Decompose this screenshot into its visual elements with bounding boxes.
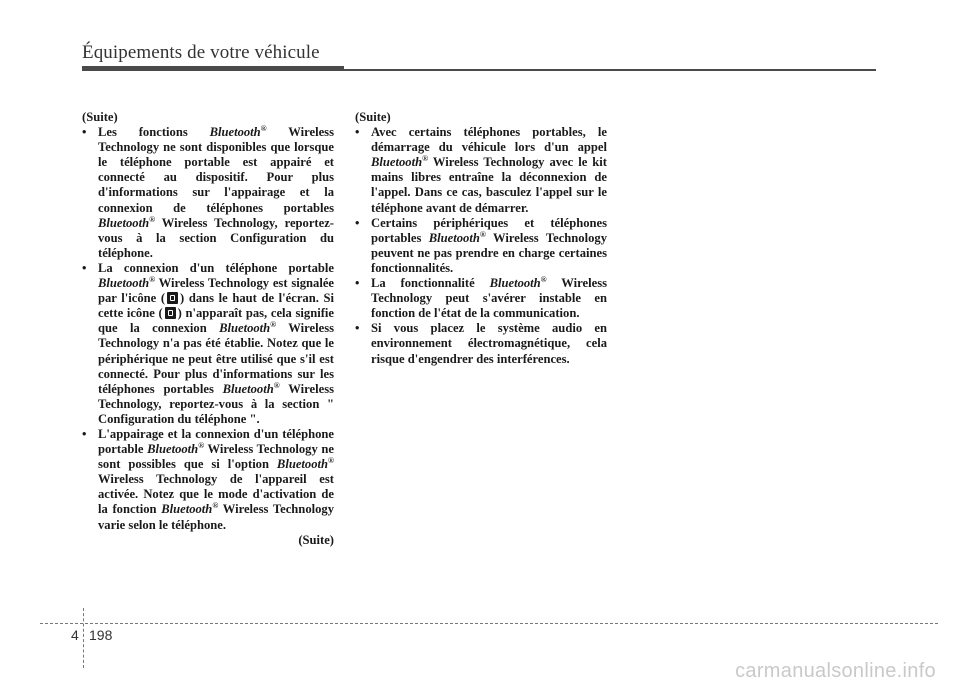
bluetooth-term: Bluetooth [489, 276, 541, 291]
bluetooth-term: Bluetooth [428, 230, 480, 245]
registered-mark: ® [540, 274, 547, 284]
registered-mark: ® [149, 214, 156, 224]
bluetooth-phone-icon [165, 307, 176, 319]
page-header-title: Équipements de votre véhicule [82, 42, 320, 63]
continued-label: (Suite) [355, 110, 391, 124]
footer-dashed-divider [83, 608, 84, 668]
registered-mark: ® [479, 229, 486, 239]
bluetooth-phone-icon [167, 292, 178, 304]
chapter-number: 4 [71, 627, 79, 643]
item-text: Wireless Technology peut s'avérer instable en fonction de l'état de la communication. [371, 276, 607, 321]
continued-label: (Suite) [298, 532, 334, 547]
bluetooth-term: Bluetooth [222, 381, 274, 396]
item-text: Wireless Technology varie selon le téléphone. [98, 502, 335, 532]
bluetooth-term: Bluetooth [98, 215, 150, 230]
list-item [355, 216, 607, 276]
page-number: 198 [89, 627, 113, 643]
registered-mark: ® [422, 154, 429, 164]
bluetooth-term: Bluetooth [147, 442, 199, 457]
header-rule-thick [82, 66, 344, 71]
item-text: Wireless Technology, reportez-vous à la section " Configuration du téléphone ". [98, 381, 334, 426]
bluetooth-term: Bluetooth [219, 321, 271, 336]
registered-mark: ® [273, 380, 280, 390]
item-text: La connexion d'un téléphone portable [98, 260, 334, 275]
bluetooth-term: Bluetooth [98, 276, 150, 291]
item-text: Wireless Technology de l'appareil est activée. Notez que le mode d'activation de la fonction [98, 472, 334, 517]
registered-mark: ® [149, 274, 156, 284]
bullet: • [355, 276, 360, 291]
bluetooth-term: Bluetooth [161, 502, 213, 517]
item-text: Wireless Technology ne sont disponibles que lorsque le téléphone portable est appairé et connecté au dispositif. Pour plus d'informations sur l'appairage et la connexion de téléphones portables [98, 125, 334, 215]
continued-label: (Suite) [82, 110, 118, 124]
item-text: Wireless Technology peuvent ne pas prendre en charge certaines fonctionnalités. [371, 230, 607, 275]
bluetooth-term: Bluetooth [209, 125, 261, 140]
bullet: • [355, 125, 360, 140]
list-item [355, 276, 607, 321]
list-item [82, 125, 334, 261]
right-column [355, 110, 607, 367]
item-text: Avec certains téléphones portables, le démarrage du véhicule lors d'un appel [371, 125, 607, 155]
bluetooth-term: Bluetooth [276, 457, 329, 472]
list-item [355, 125, 607, 216]
bluetooth-term: Bluetooth [371, 155, 423, 170]
registered-mark: ® [198, 440, 205, 450]
footer-dashed-rule [40, 623, 938, 624]
bullet: • [355, 321, 360, 336]
item-text: Wireless Technology ne sont possibles que si l'option [98, 442, 334, 472]
item-text: Certains périphériques et téléphones portables [371, 215, 607, 245]
item-text: Wireless Technology n'a pas été établie. Notez que le périphérique ne peut être utilisé que s'il est connecté. Pour plus d'informations sur les téléphones portables [98, 321, 334, 396]
left-column [82, 110, 334, 548]
item-text: ) dans le haut de l'écran. Si cette icône ( [98, 291, 334, 321]
list-item [82, 427, 334, 533]
item-text: ) n'apparaît pas, cela signifie que la connexion [98, 306, 334, 336]
bullet: • [82, 125, 87, 140]
item-text: Wireless Technology, reportez-vous à la section Configuration du téléphone. [98, 215, 334, 260]
bullet: • [355, 215, 360, 230]
list-item [355, 321, 607, 366]
item-text: Les fonctions [98, 125, 210, 140]
watermark: carmanualsonline.info [735, 660, 936, 682]
registered-mark: ® [260, 123, 267, 133]
item-text: Wireless Technology est signalée par l'icône ( [98, 276, 334, 306]
header-rule-thin [344, 69, 876, 71]
bullet: • [82, 426, 87, 441]
bullet: • [82, 260, 87, 275]
item-text: L'appairage et la connexion d'un téléphone portable [98, 426, 334, 457]
registered-mark: ® [328, 455, 334, 465]
item-text: Si vous placez le système audio en environnement électromagnétique, cela risque d'engendrer des interférences. [371, 321, 607, 366]
item-text: La fonctionnalité [371, 276, 490, 291]
list-item [82, 261, 334, 427]
item-text: Wireless Technology avec le kit mains libres entraîne la déconnexion de l'appel. Dans ce cas, basculez l'appel sur le téléphone avant de démarrer. [371, 155, 607, 215]
registered-mark: ® [270, 320, 277, 330]
registered-mark: ® [212, 501, 219, 511]
